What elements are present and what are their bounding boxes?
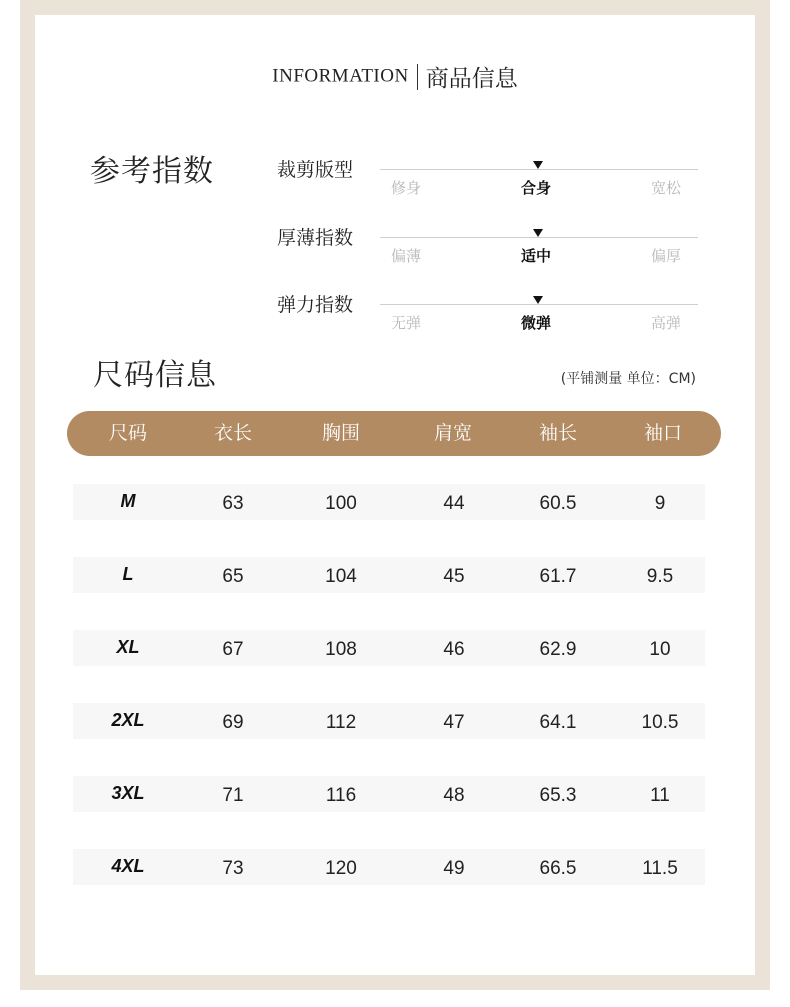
- scale-row-fit: [0, 155, 790, 215]
- scale-label: 裁剪版型: [277, 159, 354, 181]
- table-cell: 10: [649, 639, 671, 660]
- table-cell: 45: [443, 566, 465, 587]
- reference-title: 参考指数: [90, 154, 214, 189]
- table-cell: 116: [325, 785, 357, 806]
- column-header: 胸围: [321, 422, 360, 444]
- column-header: 肩宽: [433, 422, 472, 444]
- table-cell: 66.5: [539, 858, 577, 879]
- scale-row-elasticity: [0, 290, 790, 350]
- table-cell: 108: [325, 639, 357, 660]
- table-cell: 49: [443, 858, 465, 879]
- table-cell: 60.5: [539, 493, 577, 514]
- table-row: [73, 484, 705, 520]
- table-cell: 64.1: [539, 712, 577, 733]
- size-chart-title: 尺码信息: [93, 358, 217, 393]
- scale-option-selected: 适中: [521, 247, 552, 265]
- scale-option: 高弹: [651, 314, 682, 332]
- table-cell: 104: [325, 566, 357, 587]
- table-cell: 47: [443, 712, 465, 733]
- table-cell: 65.3: [539, 785, 577, 806]
- table-cell: 67: [222, 639, 244, 660]
- table-row: [73, 557, 705, 593]
- size-cell: 3XL: [111, 783, 145, 803]
- column-header: 衣长: [213, 422, 252, 444]
- table-cell: 61.7: [539, 566, 577, 587]
- scale-option: 偏薄: [391, 247, 422, 265]
- table-cell: 10.5: [641, 712, 679, 733]
- column-header: 袖长: [538, 422, 577, 444]
- scale-option: 修身: [391, 179, 422, 197]
- table-row: [73, 630, 705, 666]
- size-cell: 4XL: [111, 856, 145, 876]
- table-cell: 63: [222, 493, 244, 514]
- table-cell: 62.9: [539, 639, 577, 660]
- column-header: 尺码: [108, 422, 147, 444]
- scale-line: [380, 169, 698, 170]
- column-header: 袖口: [643, 422, 682, 444]
- table-cell: 112: [325, 712, 357, 733]
- table-cell: 120: [325, 858, 357, 879]
- scale-line: [380, 304, 698, 305]
- scale-option-selected: 微弹: [521, 314, 552, 332]
- scale-label: 厚薄指数: [277, 227, 354, 249]
- size-cell: XL: [116, 637, 140, 657]
- scale-line: [380, 237, 698, 238]
- unit-note: (平铺测量 单位：CM): [560, 371, 696, 387]
- header-chinese: 商品信息: [425, 66, 518, 92]
- table-cell: 71: [222, 785, 244, 806]
- header-divider: [417, 64, 418, 90]
- info-header: [0, 60, 790, 93]
- scale-marker-icon: [533, 296, 543, 304]
- table-cell: 9: [654, 493, 666, 514]
- table-row: [73, 849, 705, 885]
- header-english: INFORMATION: [272, 65, 409, 87]
- size-cell: M: [120, 491, 136, 511]
- table-cell: 100: [325, 493, 357, 514]
- scale-row-thickness: [0, 223, 790, 283]
- scale-option: 偏厚: [651, 247, 682, 265]
- table-cell: 48: [443, 785, 465, 806]
- scale-marker-icon: [533, 161, 543, 169]
- table-cell: 73: [222, 858, 244, 879]
- table-cell: 44: [443, 493, 465, 514]
- table-cell: 46: [443, 639, 465, 660]
- table-row: [73, 776, 705, 812]
- scale-option-selected: 合身: [521, 179, 552, 197]
- scale-option: 无弹: [391, 314, 422, 332]
- scale-marker-icon: [533, 229, 543, 237]
- table-cell: 65: [222, 566, 244, 587]
- scale-label: 弹力指数: [277, 294, 354, 316]
- size-cell: 2XL: [111, 710, 145, 730]
- size-table-header: [67, 411, 721, 456]
- scale-option: 宽松: [651, 179, 682, 197]
- table-cell: 69: [222, 712, 244, 733]
- table-cell: 11.5: [642, 858, 678, 879]
- size-cell: L: [122, 564, 134, 584]
- table-cell: 11: [650, 785, 670, 806]
- table-row: [73, 703, 705, 739]
- table-cell: 9.5: [646, 566, 674, 587]
